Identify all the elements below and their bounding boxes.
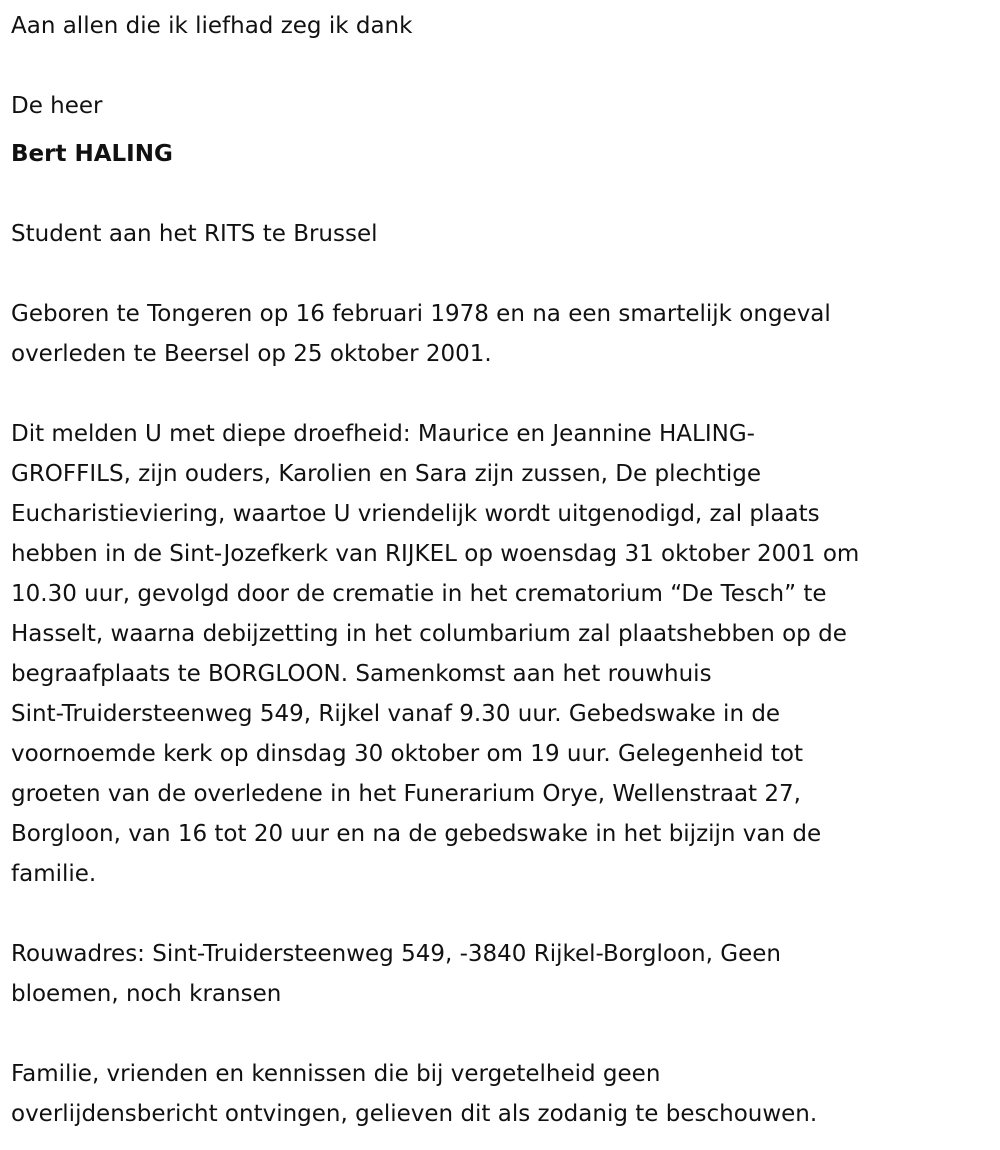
- opening-paragraph: [11, 6, 1000, 46]
- name-paragraph: [11, 134, 1000, 174]
- salutation: De heer: [11, 93, 103, 119]
- text-line: begraafplaats te BORGLOON. Samenkomst aan het rouwhuis: [11, 661, 712, 687]
- birth-death-paragraph: [11, 294, 1000, 374]
- text-line: Geboren te Tongeren op 16 februari 1978 en na een smartelijk ongeval: [11, 301, 831, 327]
- text-line: Rouwadres: Sint-Truidersteenweg 549, -3840 Rijkel-Borgloon, Geen: [11, 941, 781, 967]
- text-line: voornoemde kerk op dinsdag 30 oktober om 19 uur. Gelegenheid tot: [11, 741, 803, 767]
- text-line: overlijdensbericht ontvingen, gelieven dit als zodanig te beschouwen.: [11, 1101, 818, 1127]
- occupation-paragraph: [11, 214, 1000, 254]
- text-line: groeten van de overledene in het Funerarium Orye, Wellenstraat 27,: [11, 781, 801, 807]
- text-line: Hasselt, waarna debijzetting in het columbarium zal plaatshebben op de: [11, 621, 847, 647]
- occupation: Student aan het RITS te Brussel: [11, 221, 378, 247]
- text-line: Borgloon, van 16 tot 20 uur en na de gebedswake in het bijzijn van de: [11, 821, 822, 847]
- address-paragraph: [11, 934, 1000, 1014]
- text-line: familie.: [11, 861, 97, 887]
- announcement-paragraph: [11, 414, 1000, 894]
- text-line: Sint-Truidersteenweg 549, Rijkel vanaf 9.30 uur. Gebedswake in de: [11, 701, 781, 727]
- salutation-paragraph: [11, 86, 1000, 126]
- deceased-name: Bert HALING: [11, 141, 173, 167]
- opening-line: Aan allen die ik liefhad zeg ik dank: [11, 13, 413, 39]
- text-line: Eucharistieviering, waartoe U vriendelijk wordt uitgenodigd, zal plaats: [11, 501, 820, 527]
- closing-paragraph: [11, 1054, 1000, 1134]
- text-line: GROFFILS, zijn ouders, Karolien en Sara zijn zussen, De plechtige: [11, 461, 761, 487]
- text-line: bloemen, noch kransen: [11, 981, 282, 1007]
- text-line: overleden te Beersel op 25 oktober 2001.: [11, 341, 492, 367]
- text-line: 10.30 uur, gevolgd door de crematie in het crematorium “De Tesch” te: [11, 581, 827, 607]
- text-line: Dit melden U met diepe droefheid: Maurice en Jeannine HALING-: [11, 421, 755, 447]
- text-line: hebben in de Sint-Jozefkerk van RIJKEL op woensdag 31 oktober 2001 om: [11, 541, 860, 567]
- text-line: Familie, vrienden en kennissen die bij vergetelheid geen: [11, 1061, 661, 1087]
